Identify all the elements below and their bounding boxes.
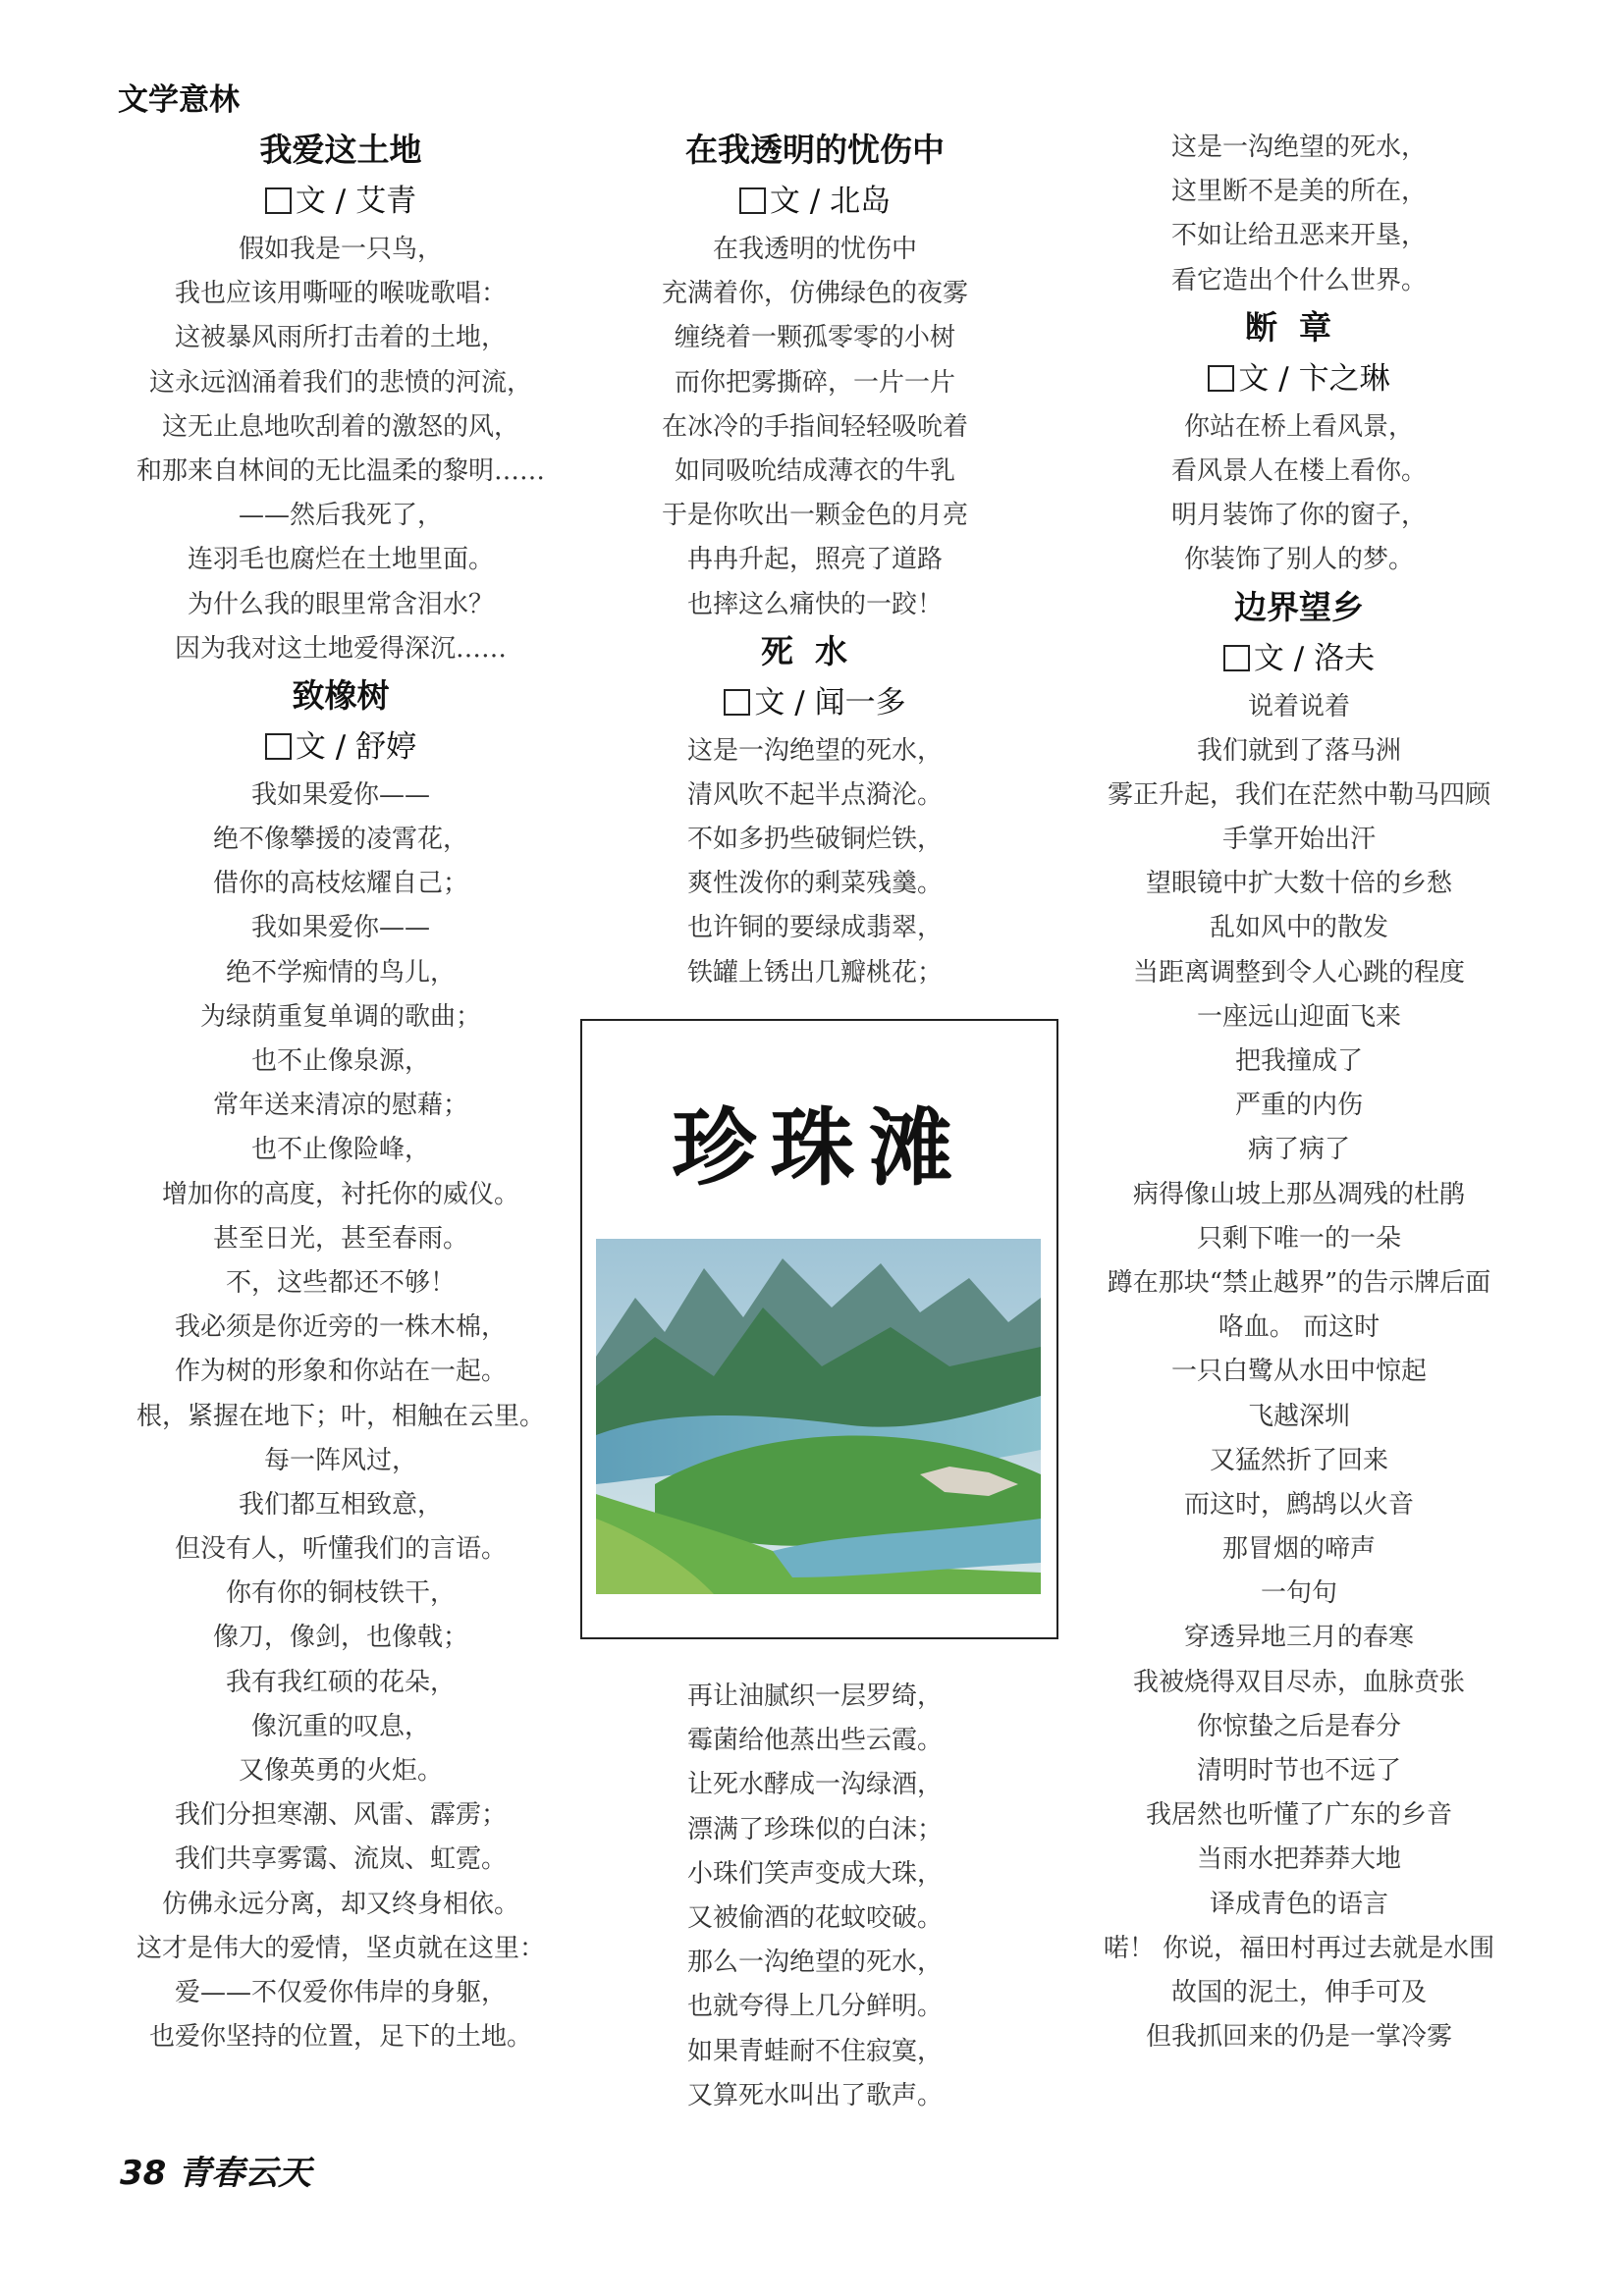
landscape-photo <box>596 1239 1041 1594</box>
poem-line: 雾正升起，我们在茫然中勒马四顾 <box>1107 779 1490 810</box>
poem-title: 死水 <box>761 631 869 670</box>
poem-line: 又像英勇的火炬。 <box>238 1756 443 1786</box>
poem-line: 绝不学痴情的鸟儿， <box>225 957 456 988</box>
poem-line: 在冰冷的手指间轻轻吸吮着 <box>661 411 968 442</box>
poem-line: 蹲在那块“禁止越界”的告示牌后面 <box>1107 1267 1491 1298</box>
poem-line: 如同吸吮结成薄衣的牛乳 <box>674 455 955 486</box>
poem-author: 文 / 闻一多 <box>633 676 997 729</box>
poem-line: 假如我是一只鸟， <box>238 235 443 264</box>
poem-line: 连羽毛也腐烂在土地里面。 <box>187 545 494 575</box>
poem-line: 你站在桥上看风景， <box>1183 411 1414 442</box>
poem-line: 一只白鹭从水田中惊起 <box>1170 1357 1427 1387</box>
poem-line: 我们共享雾霭、流岚、虹霓。 <box>174 1844 507 1875</box>
poem-line: 也就夸得上几分鲜明。 <box>686 1992 943 2022</box>
poem-line: 如果青蛙耐不住寂寞， <box>686 2036 943 2066</box>
poem-body <box>110 774 571 2059</box>
poem-line: 病得像山坡上那丛凋残的杜鹃 <box>1132 1179 1465 1209</box>
poem-line: 而你把雾撕碎，一片一片 <box>674 367 955 398</box>
poem-body <box>1068 685 1530 2060</box>
square-box-icon <box>724 689 750 716</box>
poem-line: 作为树的形象和你站在一起。 <box>174 1357 507 1387</box>
poem-line: 喏！ 你说，福田村再过去就是水围 <box>1103 1933 1495 1963</box>
poem-line: 铁罐上锈出几瓣桃花； <box>686 957 943 988</box>
poem-line: 看风景人在楼上看你。 <box>1170 455 1427 486</box>
poem-line: 又被偷酒的花蚊咬破。 <box>686 1902 943 1933</box>
poem-line: 你装饰了别人的梦。 <box>1183 545 1414 575</box>
poem-line: 我被烧得双目尽赤，血脉贲张 <box>1132 1667 1465 1697</box>
poem-line: 不如多扔些破铜烂铁， <box>686 825 943 855</box>
poem-line: 译成青色的语言 <box>1209 1889 1388 1919</box>
poem-line: 一座远山迎面飞来 <box>1196 1001 1401 1032</box>
square-box-icon <box>1223 645 1250 671</box>
poem-line: 只剩下唯一的一朵 <box>1196 1223 1401 1254</box>
poem-line: 我居然也听懂了广东的乡音 <box>1145 1800 1452 1831</box>
poem-line: 于是你吹出一颗金色的月亮 <box>661 501 968 531</box>
poem-line: 借你的高枝炫耀自己； <box>212 869 468 899</box>
square-box-icon <box>265 187 292 214</box>
poem-title: 边界望乡 <box>1234 587 1364 626</box>
poem-body <box>110 228 571 671</box>
poem-line: 为什么我的眼里常含泪水？ <box>187 589 494 619</box>
poem-line: 飞越深圳 <box>1247 1401 1350 1431</box>
poem-line: 乱如风中的散发 <box>1209 913 1388 943</box>
illustration-title: 珍珠滩 <box>672 1098 967 1198</box>
poem-line: 不，这些都还不够！ <box>225 1267 456 1298</box>
poem-line: 那么一沟绝望的死水， <box>686 1948 943 1978</box>
poem-line: 把我撞成了 <box>1234 1046 1363 1076</box>
poem-line: 这里断不是美的所在， <box>1170 177 1427 207</box>
poem-line: 咯血。 而这时 <box>1218 1312 1380 1343</box>
poem-line: 说着说着 <box>1247 691 1350 721</box>
poem-line: 这是一沟绝望的死水， <box>686 735 943 766</box>
poem-line: 因为我对这土地爱得深沉…… <box>174 633 507 664</box>
square-box-icon <box>265 733 292 760</box>
poem-line: 你惊蛰之后是春分 <box>1196 1711 1401 1741</box>
poem-author: 文 / 卞之琳 <box>1068 352 1530 405</box>
poem-body <box>1068 405 1530 583</box>
poem-body <box>1068 126 1530 303</box>
poem-line: 我们分担寒潮、风雷、霹雳； <box>174 1800 507 1831</box>
poem-line: 这才是伟大的爱情，坚贞就在这里： <box>135 1933 545 1963</box>
poem-line: 看它造出个什么世界。 <box>1170 265 1427 295</box>
poem-line: 又猛然折了回来 <box>1209 1445 1388 1475</box>
poem-line: 我如果爱你—— <box>250 779 430 810</box>
column-right <box>1068 126 1530 2059</box>
poem-line: 让死水酵成一沟绿酒， <box>686 1770 943 1800</box>
poem-line: 我有我红硕的花朵， <box>225 1667 456 1697</box>
poem-title: 在我透明的忧伤中 <box>685 131 945 169</box>
poem-line: 病了病了 <box>1247 1135 1350 1165</box>
poem-line: 而这时，鹧鸪以火音 <box>1183 1489 1414 1520</box>
poem-line: 严重的内伤 <box>1234 1091 1363 1121</box>
poem-author: 文 / 北岛 <box>633 175 997 228</box>
poem-line: 我必须是你近旁的一株木棉， <box>174 1312 507 1343</box>
poem-line: 我如果爱你—— <box>250 913 430 943</box>
section-label: 文学意林 <box>118 82 240 118</box>
poem-line: 仿佛永远分离，却又终身相依。 <box>161 1889 519 1919</box>
poem-line: 望眼镜中扩大数十倍的乡愁 <box>1145 869 1452 899</box>
poem-title: 致橡树 <box>292 675 390 715</box>
column-left <box>110 126 571 2059</box>
poem-line: 不如让给丑恶来开垦， <box>1170 221 1427 251</box>
poem-line: 常年送来清凉的慰藉； <box>212 1091 468 1121</box>
poem-line: 缠绕着一颗孤零零的小树 <box>674 323 955 353</box>
illustration-box <box>580 1019 1058 1639</box>
poem-line: 甚至日光，甚至春雨。 <box>212 1223 468 1254</box>
poem-line: 也许铜的要绿成翡翠， <box>686 913 943 943</box>
poem-line: 根，紧握在地下；叶，相触在云里。 <box>135 1401 545 1431</box>
poem-body <box>633 228 997 627</box>
poem-line: 这永远汹涌着我们的悲愤的河流， <box>148 367 532 398</box>
poem-line: 但我抓回来的仍是一掌冷雾 <box>1145 2022 1452 2053</box>
poem-line: 穿透异地三月的春寒 <box>1183 1623 1414 1653</box>
poem-line: 和那来自林间的无比温柔的黎明…… <box>135 455 545 486</box>
poem-line: 这是一沟绝望的死水， <box>1170 133 1427 162</box>
poem-line: 我们就到了落马洲 <box>1196 735 1401 766</box>
column-middle-lower <box>633 1675 997 2118</box>
poem-line: 我们都互相致意， <box>238 1489 443 1520</box>
column-middle <box>633 126 997 995</box>
poem-line: 一句句 <box>1260 1578 1337 1609</box>
poem-line: 霉菌给他蒸出些云霞。 <box>686 1726 943 1756</box>
poem-line: 像刀，像剑，也像戟； <box>212 1623 468 1653</box>
poem-line: 清风吹不起半点漪沦。 <box>686 779 943 810</box>
poem-line: 这无止息地吹刮着的激怒的风， <box>161 411 519 442</box>
page-footer: 38 青春云天 <box>120 2154 312 2193</box>
poem-line: 也不止像险峰， <box>250 1135 430 1165</box>
square-box-icon <box>739 187 766 214</box>
poem-author: 文 / 艾青 <box>110 175 571 228</box>
poem-line: 充满着你，仿佛绿色的夜雾 <box>661 279 968 309</box>
poem-line: 当雨水把莽莽大地 <box>1196 1844 1401 1875</box>
poem-line: 手掌开始出汗 <box>1221 825 1376 855</box>
poem-line: 在我透明的忧伤中 <box>712 235 917 264</box>
poem-line: 这被暴风雨所打击着的土地， <box>174 323 507 353</box>
poem-line: 你有你的铜枝铁干， <box>225 1578 456 1609</box>
poem-body <box>633 1675 997 2118</box>
poem-line: 每一阵风过， <box>263 1445 417 1475</box>
poem-line: 故国的泥土，伸手可及 <box>1170 1977 1427 2007</box>
poem-title: 我爱这土地 <box>259 131 422 169</box>
poem-line: 绝不像攀援的凌霄花， <box>212 825 468 855</box>
poem-author: 文 / 舒婷 <box>110 721 571 774</box>
poem-line: 又算死水叫出了歌声。 <box>686 2080 943 2110</box>
poem-line: 当距离调整到令人心跳的程度 <box>1132 957 1465 988</box>
poem-line: 爱——不仅爱你伟岸的身躯， <box>174 1977 507 2007</box>
poem-line: 清明时节也不远了 <box>1196 1756 1401 1786</box>
poem-line: 我也应该用嘶哑的喉咙歌唱： <box>174 279 507 309</box>
poem-line: 但没有人，听懂我们的言语。 <box>174 1534 507 1565</box>
poem-line: 为绿荫重复单调的歌曲； <box>199 1001 481 1032</box>
poem-line: 增加你的高度，衬托你的威仪。 <box>161 1179 519 1209</box>
poem-body <box>633 729 997 995</box>
poem-author: 文 / 洛夫 <box>1068 632 1530 685</box>
poem-line: 也爱你坚持的位置，足下的土地。 <box>148 2022 532 2053</box>
poem-line: 像沉重的叹息， <box>250 1711 430 1741</box>
poem-line: 小珠们笑声变成大珠， <box>686 1858 943 1889</box>
poem-line: ——然后我死了， <box>238 501 443 531</box>
poem-title: 断章 <box>1245 307 1353 347</box>
square-box-icon <box>1208 365 1234 392</box>
poem-line: 冉冉升起，照亮了道路 <box>686 545 943 575</box>
poem-line: 也摔这么痛快的一跤！ <box>686 589 943 619</box>
poem-line: 漂满了珍珠似的白沫； <box>686 1814 943 1844</box>
poem-line: 再让油腻织一层罗绮， <box>686 1682 943 1711</box>
poem-line: 也不止像泉源， <box>250 1046 430 1076</box>
poem-line: 那冒烟的啼声 <box>1221 1534 1376 1565</box>
poem-line: 明月装饰了你的窗子， <box>1170 501 1427 531</box>
poem-line: 爽性泼你的剩菜残羹。 <box>686 869 943 899</box>
